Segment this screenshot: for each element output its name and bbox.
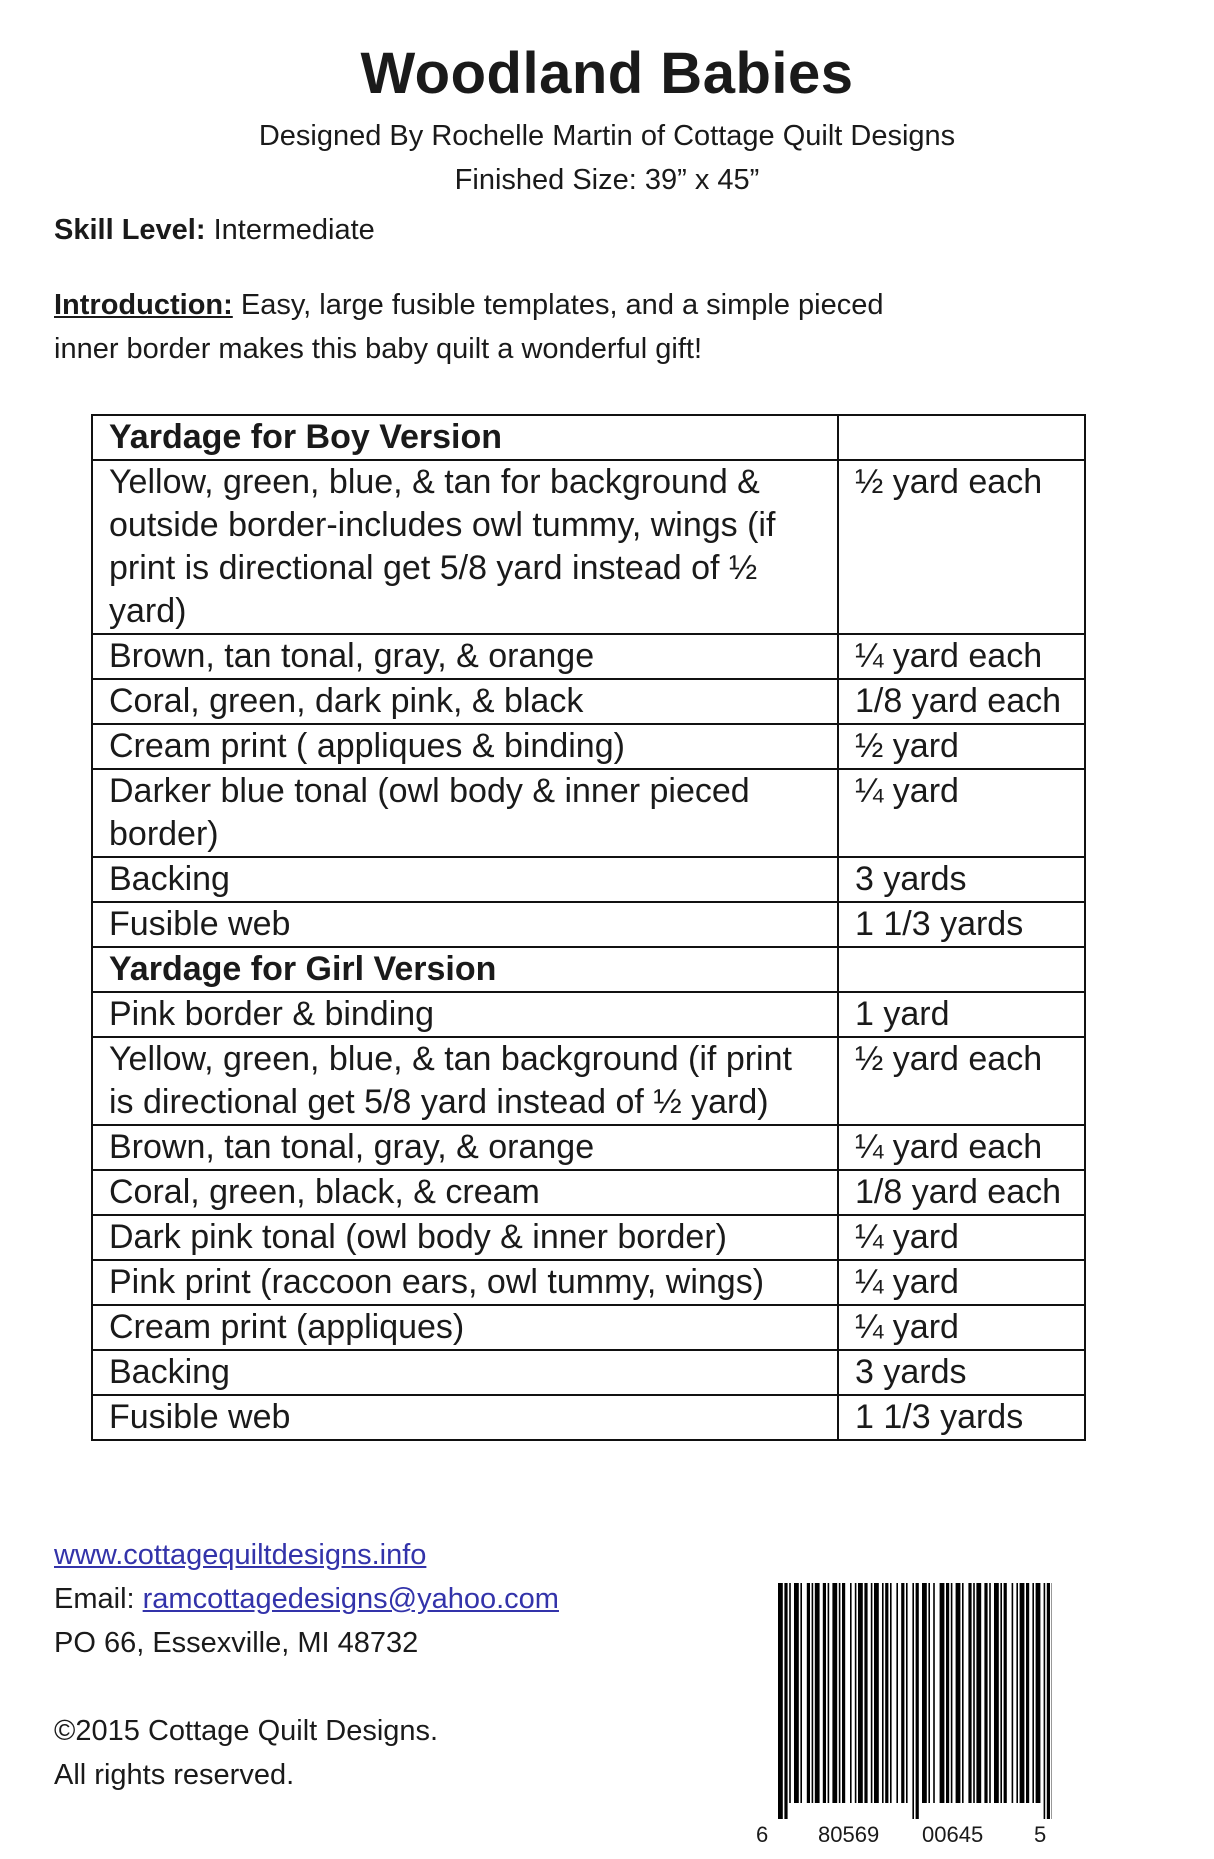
table-row	[92, 1305, 1085, 1350]
table-row	[92, 1395, 1085, 1440]
fabric-amount: ¼ yard each	[838, 1125, 1085, 1170]
website	[54, 1533, 426, 1577]
boy-heading-empty	[838, 415, 1085, 460]
table-row	[92, 769, 1085, 857]
fabric-item: Cream print ( appliques & binding)	[92, 724, 838, 769]
fabric-amount: 3 yards	[838, 857, 1085, 902]
fabric-amount: ½ yard	[838, 724, 1085, 769]
fabric-amount: 3 yards	[838, 1350, 1085, 1395]
rights-reserved: All rights reserved.	[54, 1759, 295, 1791]
girl-heading-row	[92, 947, 1085, 992]
fabric-item: Backing	[92, 1350, 838, 1395]
yardage-table-body	[92, 415, 1085, 1440]
table-row	[92, 460, 1085, 634]
table-row	[92, 1037, 1085, 1125]
introduction-line-2: inner border makes this baby quilt a wonderful gift!	[54, 333, 703, 365]
fabric-item: Darker blue tonal (owl body & inner pieced border)	[92, 769, 838, 857]
skill-level-value: Intermediate	[205, 214, 375, 246]
mailing-address: PO 66, Essexville, MI 48732	[54, 1627, 419, 1659]
table-row	[92, 992, 1085, 1037]
barcode-digit-check: 5	[1034, 1822, 1047, 1847]
copyright: ©2015 Cottage Quilt Designs.	[54, 1715, 439, 1747]
introduction-line-1: Easy, large fusible templates, and a simple pieced	[232, 289, 884, 321]
boy-heading: Yardage for Boy Version	[92, 415, 838, 460]
introduction	[54, 283, 884, 327]
fabric-item: Coral, green, dark pink, & black	[92, 679, 838, 724]
website-link[interactable]: www.cottagequiltdesigns.info	[54, 1539, 427, 1571]
fabric-item: Fusible web	[92, 902, 838, 947]
girl-heading-empty	[838, 947, 1085, 992]
table-row	[92, 857, 1085, 902]
fabric-item: Cream print (appliques)	[92, 1305, 838, 1350]
barcode-digit-first: 6	[756, 1822, 769, 1847]
fabric-amount: ¼ yard	[838, 1215, 1085, 1260]
table-row	[92, 724, 1085, 769]
table-row	[92, 1215, 1085, 1260]
fabric-amount: ¼ yard each	[838, 634, 1085, 679]
table-row	[92, 1170, 1085, 1215]
fabric-amount: ½ yard each	[838, 1037, 1085, 1125]
email-link[interactable]: ramcottagedesigns@yahoo.com	[142, 1583, 559, 1615]
fabric-item: Brown, tan tonal, gray, & orange	[92, 634, 838, 679]
fabric-amount: 1 1/3 yards	[838, 902, 1085, 947]
table-row	[92, 1260, 1085, 1305]
fabric-amount: ½ yard each	[838, 460, 1085, 634]
fabric-amount: 1/8 yard each	[838, 679, 1085, 724]
fabric-item: Brown, tan tonal, gray, & orange	[92, 1125, 838, 1170]
table-row	[92, 1125, 1085, 1170]
fabric-amount: ¼ yard	[838, 769, 1085, 857]
fabric-item: Backing	[92, 857, 838, 902]
email	[54, 1577, 559, 1621]
barcode-image	[778, 1583, 1052, 1819]
fabric-item: Dark pink tonal (owl body & inner border)	[92, 1215, 838, 1260]
fabric-item: Pink border & binding	[92, 992, 838, 1037]
table-row	[92, 902, 1085, 947]
table-row	[92, 679, 1085, 724]
barcode-digits-right: 00645	[922, 1822, 984, 1847]
barcode-digits-left: 80569	[818, 1822, 880, 1847]
skill-level-label: Skill Level:	[54, 214, 206, 246]
fabric-amount: 1 1/3 yards	[838, 1395, 1085, 1440]
fabric-amount: 1/8 yard each	[838, 1170, 1085, 1215]
fabric-item: Coral, green, black, & cream	[92, 1170, 838, 1215]
table-row	[92, 1350, 1085, 1395]
table-row	[92, 634, 1085, 679]
fabric-item: Fusible web	[92, 1395, 838, 1440]
fabric-amount: 1 yard	[838, 992, 1085, 1037]
girl-heading: Yardage for Girl Version	[92, 947, 838, 992]
yardage-table	[91, 414, 1086, 1441]
fabric-item: Yellow, green, blue, & tan for background & outside border-includes owl tummy, wings (if print is directional get 5/8 yard instead of ½ yard)	[92, 460, 838, 634]
pattern-title: Woodland Babies	[360, 41, 854, 106]
fabric-amount: ¼ yard	[838, 1260, 1085, 1305]
introduction-label: Introduction:	[54, 289, 233, 321]
finished-size: Finished Size: 39” x 45”	[454, 164, 760, 196]
skill-level	[54, 208, 375, 252]
email-label: Email:	[54, 1583, 143, 1615]
boy-heading-row	[92, 415, 1085, 460]
fabric-item: Yellow, green, blue, & tan background (if print is directional get 5/8 yard instead of ½ yard)	[92, 1037, 838, 1125]
fabric-item: Pink print (raccoon ears, owl tummy, wings)	[92, 1260, 838, 1305]
designer-credit: Designed By Rochelle Martin of Cottage Quilt Designs	[258, 120, 956, 152]
fabric-amount: ¼ yard	[838, 1305, 1085, 1350]
